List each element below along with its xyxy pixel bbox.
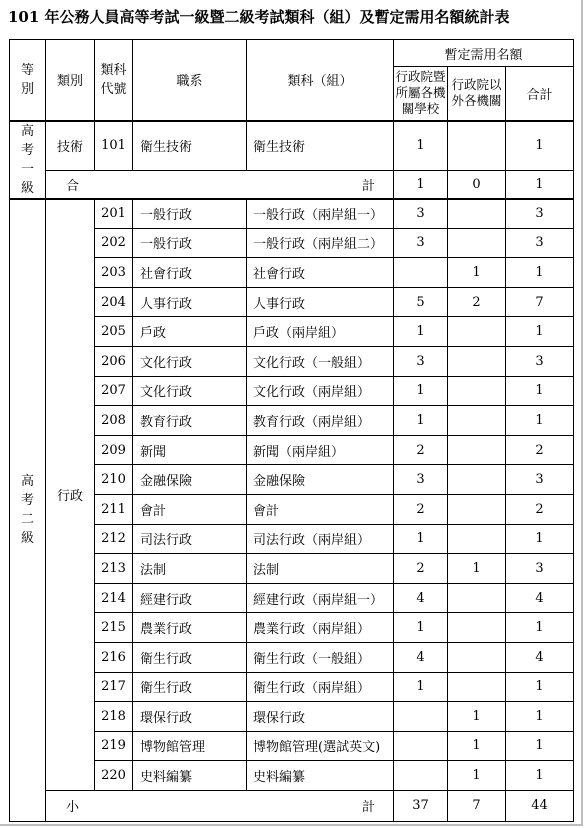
subject-cell: 新聞（兩岸組） [247,435,394,465]
table-row [10,554,574,584]
total-cell: 1 [506,317,574,347]
code-cell: 212 [95,524,133,554]
subject-cell: 教育行政（兩岸組） [247,406,394,436]
table-row [10,494,574,524]
page-title: 101 年公務人員高等考試一級暨二級考試類科（組）及暫定需用名額統計表 [8,8,510,26]
exec-cell: 3 [394,199,448,229]
series-cell: 衛生行政 [133,642,247,672]
category-cell: 技術 [46,121,95,171]
level2-label: 高考二級 [10,199,46,822]
series-cell: 社會行政 [133,258,247,288]
other-cell: 0 [448,170,506,198]
subject-cell: 社會行政 [247,258,394,288]
exec-cell: 1 [394,672,448,702]
other-cell: 1 [448,258,506,288]
total-cell: 1 [506,121,574,171]
code-cell: 209 [95,435,133,465]
exec-cell: 1 [394,613,448,643]
code-cell: 215 [95,613,133,643]
exec-cell: 2 [394,554,448,584]
code-cell: 203 [95,258,133,288]
series-cell: 農業行政 [133,613,247,643]
code-cell: 101 [95,121,133,171]
total-cell: 2 [506,494,574,524]
total-cell: 1 [506,376,574,406]
code-cell: 207 [95,376,133,406]
subject-cell: 金融保險 [247,465,394,495]
exec-cell [394,702,448,732]
other-cell: 1 [448,761,506,791]
exec-cell: 37 [394,790,448,821]
other-cell [448,494,506,524]
exec-cell: 1 [394,170,448,198]
header-exec-yuan: 行政院暨所屬各機關學校 [394,67,448,121]
total-cell: 3 [506,228,574,258]
subject-cell: 人事行政 [247,287,394,317]
code-cell: 206 [95,346,133,376]
exec-cell [394,761,448,791]
code-cell: 219 [95,731,133,761]
table-row [10,287,574,317]
total-cell: 3 [506,346,574,376]
exec-cell: 1 [394,524,448,554]
code-cell: 208 [95,406,133,436]
other-cell [448,613,506,643]
subject-cell: 經建行政（兩岸組一） [247,583,394,613]
subject-cell: 法制 [247,554,394,584]
exec-cell: 4 [394,642,448,672]
quota-table [9,39,574,822]
series-cell: 衛生行政 [133,672,247,702]
series-cell: 教育行政 [133,406,247,436]
series-cell: 文化行政 [133,346,247,376]
exec-cell: 1 [394,406,448,436]
other-cell [448,435,506,465]
total-cell: 1 [506,672,574,702]
header-code: 類科代號 [95,40,133,121]
exec-cell: 3 [394,465,448,495]
other-cell [448,583,506,613]
header-category: 類別 [46,40,95,121]
other-cell [448,406,506,436]
category-cell: 行政 [46,199,95,791]
header-subject: 類科（組） [247,40,394,121]
table-row [10,642,574,672]
table-row [10,613,574,643]
code-cell: 205 [95,317,133,347]
subject-cell: 文化行政（一般組） [247,346,394,376]
table-row [10,435,574,465]
other-cell: 7 [448,790,506,821]
total-cell: 1 [506,170,574,198]
series-cell: 文化行政 [133,376,247,406]
code-cell: 220 [95,761,133,791]
table-row [10,258,574,288]
subject-cell: 博物館管理(選試英文) [247,731,394,761]
code-cell: 218 [95,702,133,732]
code-cell: 202 [95,228,133,258]
table-row [10,583,574,613]
series-cell: 博物館管理 [133,731,247,761]
table-row [10,465,574,495]
subtotal-label: 小 計 [46,790,394,821]
series-cell: 經建行政 [133,583,247,613]
total-cell: 2 [506,435,574,465]
subject-cell: 衛生行政（一般組） [247,642,394,672]
exec-cell [394,731,448,761]
exec-cell: 1 [394,317,448,347]
subject-cell: 文化行政（兩岸組） [247,376,394,406]
other-cell: 2 [448,287,506,317]
header-quota-group: 暫定需用名額 [394,40,574,67]
subject-cell: 戶政（兩岸組） [247,317,394,347]
code-cell: 204 [95,287,133,317]
table-row [10,121,574,171]
other-cell [448,465,506,495]
series-cell: 司法行政 [133,524,247,554]
code-cell: 213 [95,554,133,584]
total-cell: 1 [506,406,574,436]
sum-label: 合 計 [46,170,394,198]
table-row [10,406,574,436]
total-cell: 1 [506,524,574,554]
exec-cell: 5 [394,287,448,317]
series-cell: 法制 [133,554,247,584]
code-cell: 211 [95,494,133,524]
code-cell: 210 [95,465,133,495]
series-cell: 金融保險 [133,465,247,495]
header-total: 合計 [506,67,574,121]
exec-cell: 1 [394,376,448,406]
header-non-exec: 行政院以外各機關 [448,67,506,121]
table-row [10,761,574,791]
table-row [10,199,574,229]
exec-cell: 3 [394,228,448,258]
other-cell: 1 [448,702,506,732]
subject-cell: 一般行政（兩岸組一） [247,199,394,229]
exec-cell [394,258,448,288]
code-cell: 201 [95,199,133,229]
series-cell: 戶政 [133,317,247,347]
code-cell: 214 [95,583,133,613]
total-cell: 1 [506,731,574,761]
other-cell [448,317,506,347]
table-row [10,672,574,702]
exec-cell: 1 [394,121,448,171]
total-cell: 3 [506,465,574,495]
total-cell: 4 [506,642,574,672]
subject-cell: 史料編纂 [247,761,394,791]
series-cell: 一般行政 [133,228,247,258]
other-cell [448,346,506,376]
table-row [10,524,574,554]
other-cell: 1 [448,731,506,761]
subject-cell: 衛生行政（兩岸組） [247,672,394,702]
subject-cell: 環保行政 [247,702,394,732]
subject-cell: 司法行政（兩岸組） [247,524,394,554]
series-cell: 新聞 [133,435,247,465]
table-row [10,317,574,347]
total-cell: 3 [506,554,574,584]
exec-cell: 4 [394,583,448,613]
subject-cell: 農業行政（兩岸組） [247,613,394,643]
total-cell: 1 [506,258,574,288]
other-cell [448,121,506,171]
table-row [10,346,574,376]
series-cell: 衛生技術 [133,121,247,171]
other-cell [448,376,506,406]
exec-cell: 2 [394,435,448,465]
subject-cell: 一般行政（兩岸組二） [247,228,394,258]
other-cell [448,228,506,258]
subject-cell: 會計 [247,494,394,524]
header-level: 等別 [10,40,46,121]
other-cell [448,672,506,702]
series-cell: 人事行政 [133,287,247,317]
code-cell: 217 [95,672,133,702]
total-cell: 1 [506,613,574,643]
series-cell: 環保行政 [133,702,247,732]
other-cell [448,642,506,672]
total-cell: 44 [506,790,574,821]
series-cell: 會計 [133,494,247,524]
subject-cell: 衛生技術 [247,121,394,171]
other-cell [448,199,506,229]
total-cell: 3 [506,199,574,229]
table-row [10,228,574,258]
table-row [10,376,574,406]
exec-cell: 3 [394,346,448,376]
level2-subtotal-row [10,790,574,821]
table-row [10,731,574,761]
total-cell: 7 [506,287,574,317]
code-cell: 216 [95,642,133,672]
total-cell: 4 [506,583,574,613]
total-cell: 1 [506,702,574,732]
level1-label: 高考一級 [10,121,46,199]
series-cell: 史料編纂 [133,761,247,791]
table-row [10,702,574,732]
series-cell: 一般行政 [133,199,247,229]
total-cell: 1 [506,761,574,791]
other-cell: 1 [448,554,506,584]
level1-sum-row [10,170,574,198]
header-series: 職系 [133,40,247,121]
exec-cell: 2 [394,494,448,524]
other-cell [448,524,506,554]
